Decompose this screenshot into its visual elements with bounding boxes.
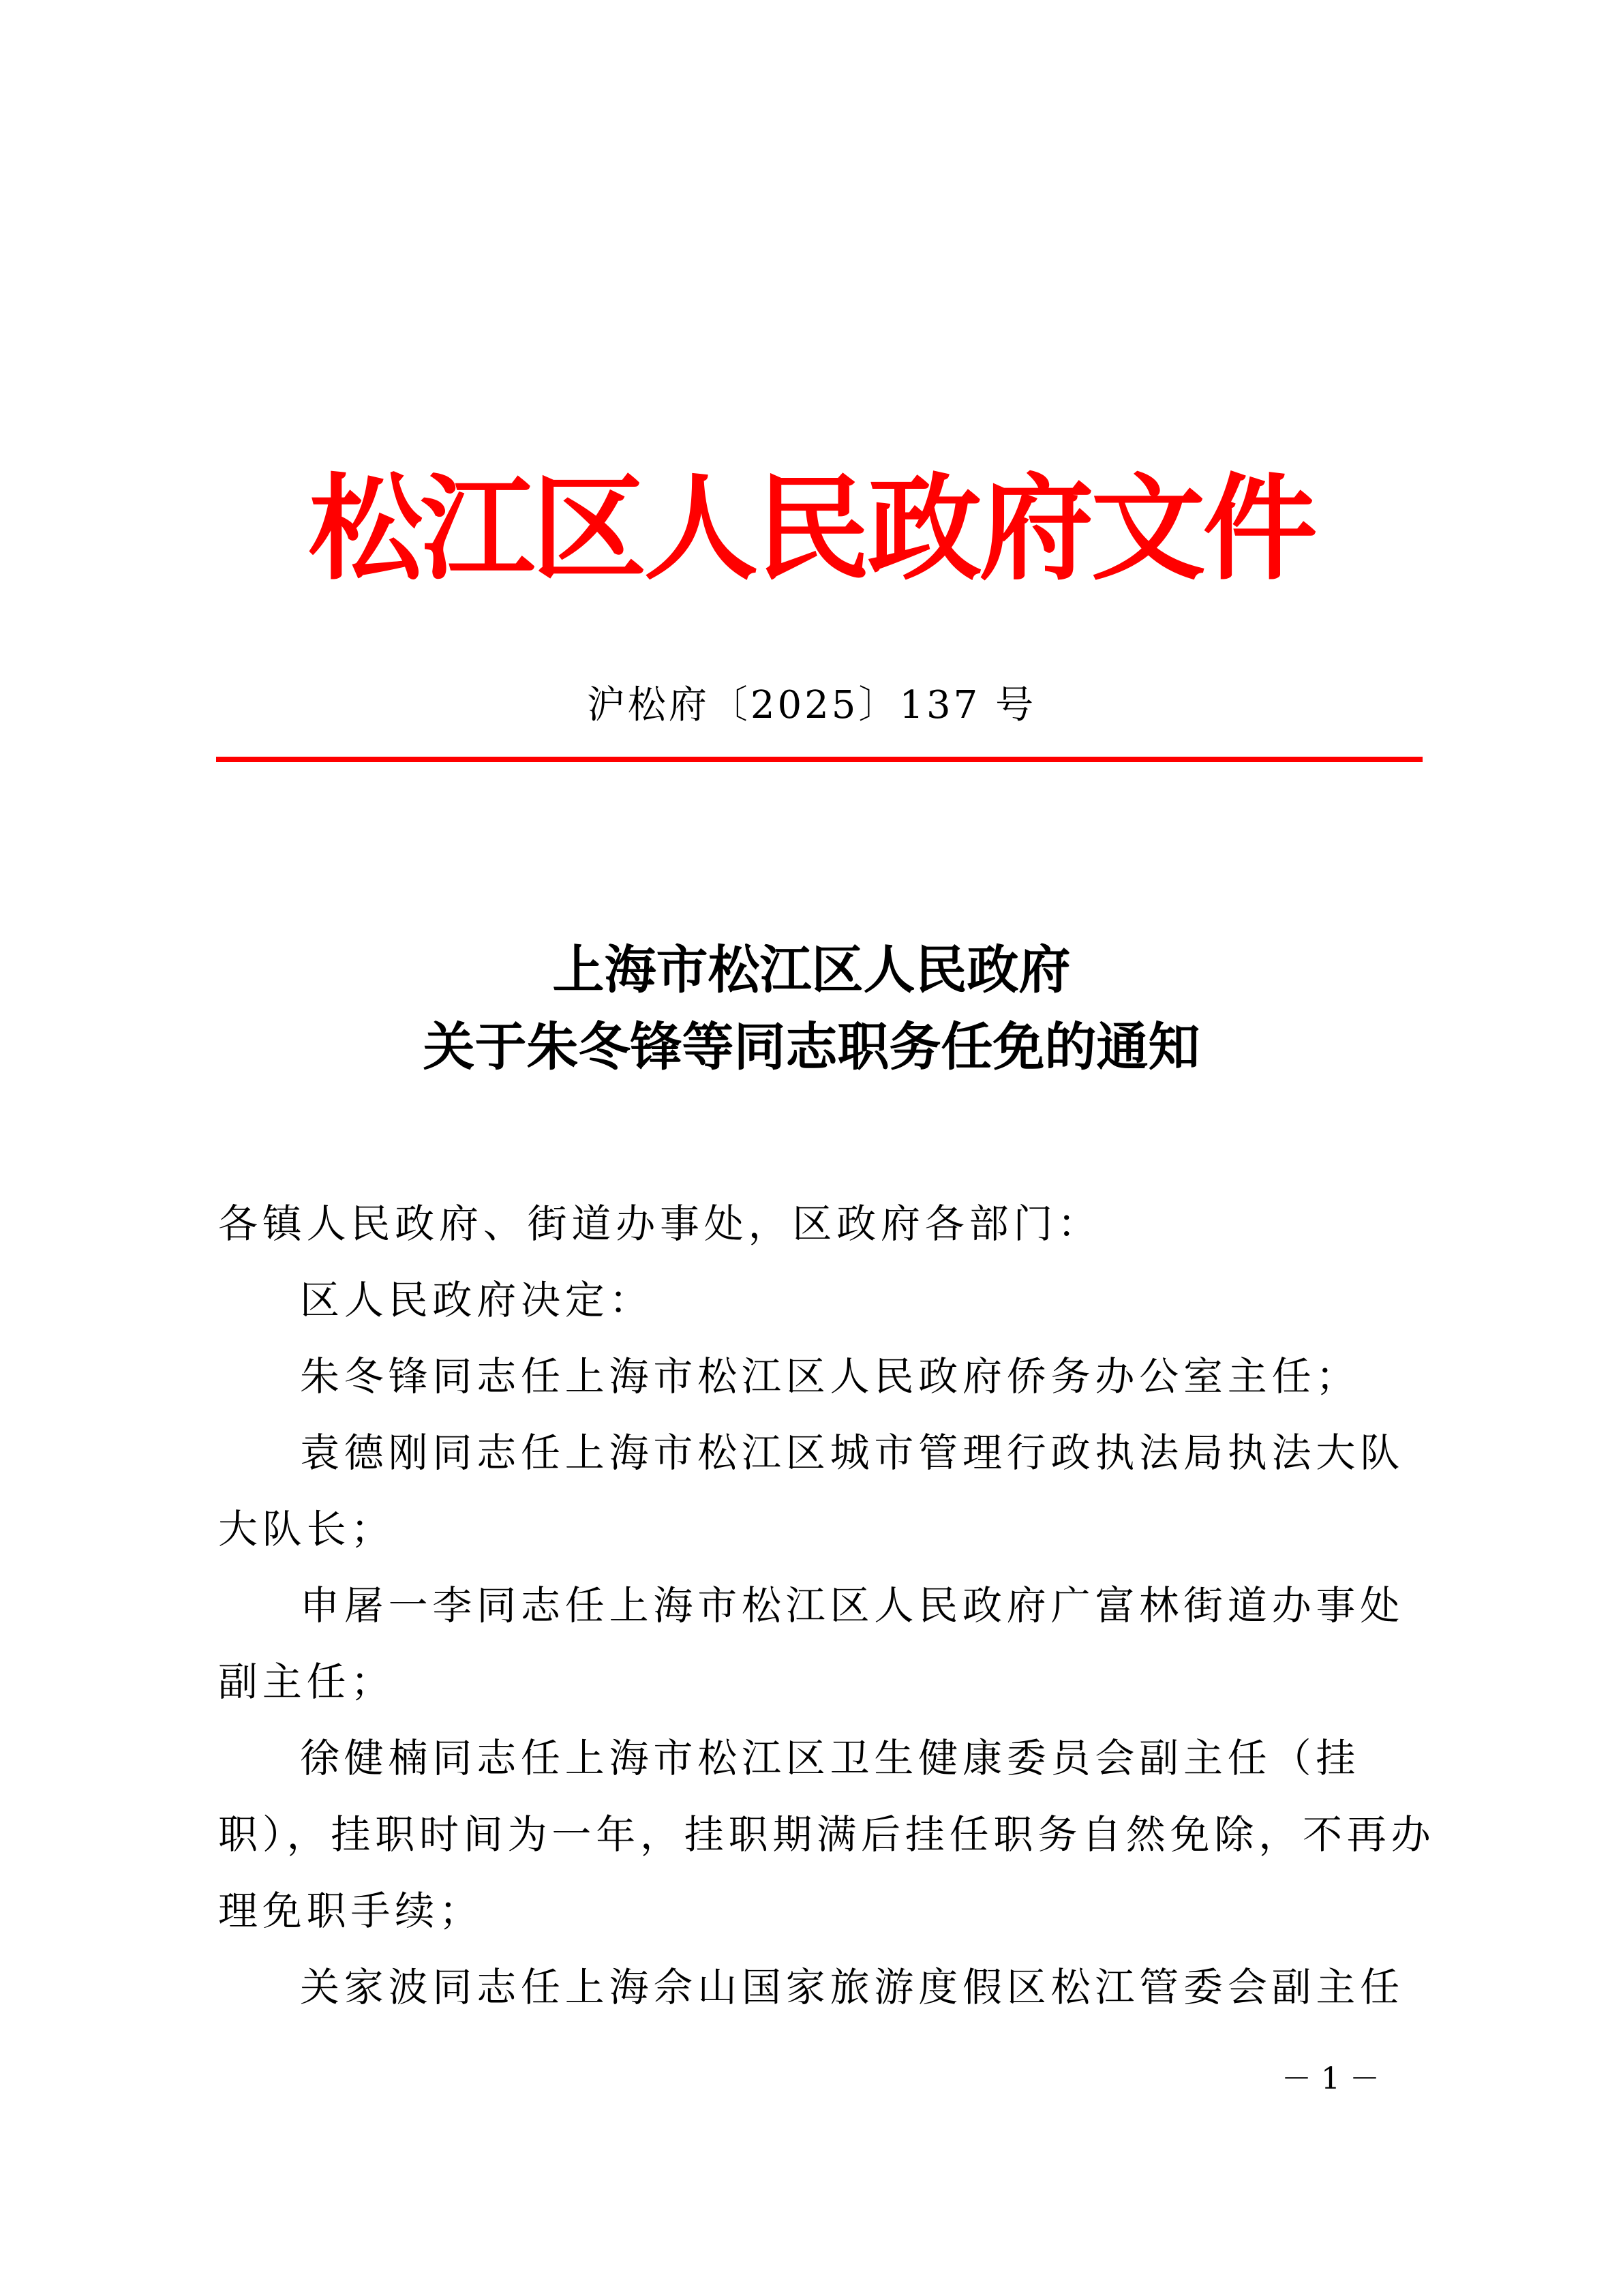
appointment-line: 理免职手续；: [218, 1888, 483, 1934]
notice-title-line-1: 上海市松江区人民政府: [552, 939, 1071, 1000]
red-divider-rule: [216, 757, 1423, 762]
recipients-line: 各镇人民政府、街道办事处，区政府各部门：: [218, 1200, 1102, 1247]
document-number: 沪松府〔2025〕137 号: [586, 683, 1037, 727]
decision-intro: 区人民政府决定：: [300, 1277, 654, 1323]
page-number: － 1 －: [1281, 2061, 1380, 2096]
issuer-title: 松江区人民政府文件: [308, 461, 1315, 596]
appointment-line: 副主任；: [218, 1659, 395, 1705]
appointment-line: 徐健楠同志任上海市松江区卫生健康委员会副主任（挂: [300, 1735, 1361, 1781]
appointment-line: 关家波同志任上海佘山国家旅游度假区松江管委会副主任: [300, 1964, 1405, 2010]
appointment-line: 袁德刚同志任上海市松江区城市管理行政执法局执法大队: [300, 1430, 1405, 1476]
appointment-line: 大队长；: [218, 1506, 395, 1552]
appointment-line: 职），挂职时间为一年，挂职期满后挂任职务自然免除，不再办: [218, 1811, 1436, 1858]
appointment-line: 朱冬锋同志任上海市松江区人民政府侨务办公室主任；: [300, 1353, 1361, 1400]
appointment-line: 申屠一李同志任上海市松江区人民政府广富林街道办事处: [300, 1582, 1405, 1629]
notice-title-line-2: 关于朱冬锋等同志职务任免的通知: [423, 1016, 1200, 1077]
